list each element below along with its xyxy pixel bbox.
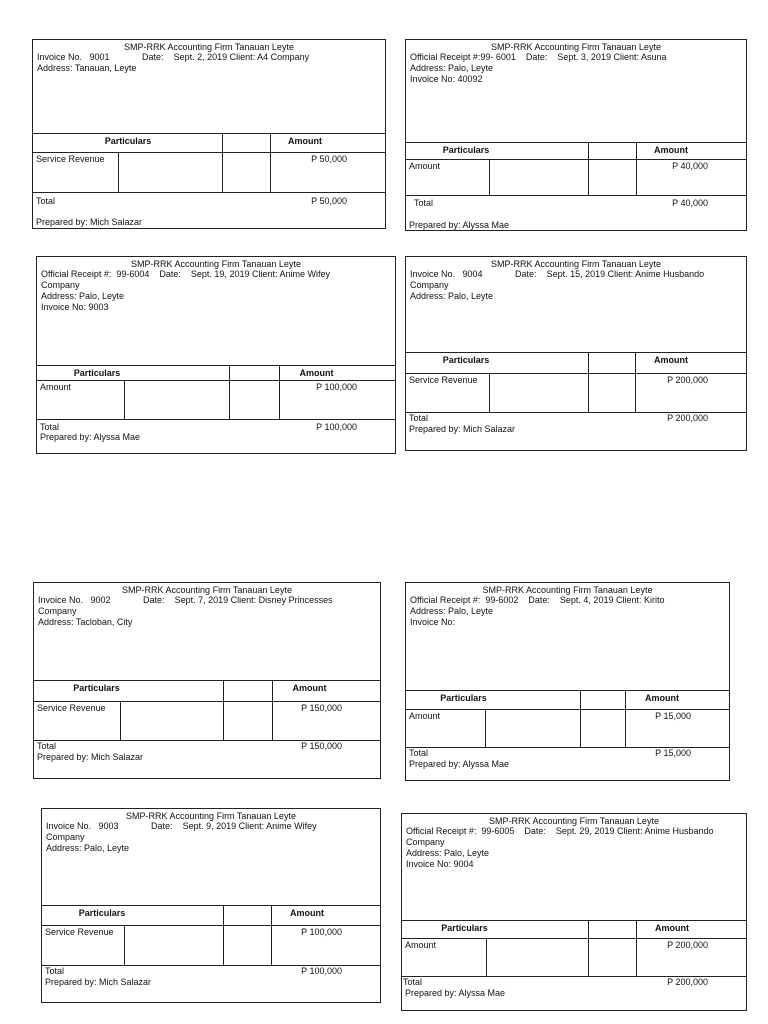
total-label: Total [409, 413, 429, 423]
total-amount: P 150,000 [301, 741, 342, 751]
detail-line: Company [46, 832, 85, 842]
receipt-card [405, 582, 730, 781]
item-label: Amount [409, 161, 441, 171]
table-row [33, 152, 385, 193]
detail-line: Official Receipt #: 99-6005 Date: Sept. 29, 2019 Client: Anime Husbando [406, 826, 714, 836]
total-amount: P 40,000 [672, 198, 708, 208]
table-header [402, 921, 746, 939]
firm-header: SMP-RRK Accounting Firm Tanauan Leyte [489, 816, 659, 826]
total-label: Total [409, 748, 429, 758]
prepared-by: Prepared by: Alyssa Mae [409, 759, 510, 769]
firm-header: SMP-RRK Accounting Firm Tanauan Leyte [124, 42, 294, 52]
detail-line: Official Receipt #: 99-6004 Date: Sept. 19, 2019 Client: Anime Wifey [41, 269, 330, 279]
particulars-header: Particulars [440, 693, 487, 703]
table-row [402, 938, 746, 977]
receipt-card [36, 256, 396, 454]
table-row [406, 709, 729, 748]
prepared-by: Prepared by: Alyssa Mae [409, 220, 510, 230]
detail-line: Official Receipt #: 99-6002 Date: Sept. 4, 2019 Client: Kirito [410, 595, 665, 605]
detail-line: Invoice No. 9004 Date: Sept. 15, 2019 Client: Anime Husbando [410, 269, 705, 279]
receipt-details [406, 826, 742, 870]
amount-header: Amount [645, 693, 679, 703]
particulars-header: Particulars [441, 923, 488, 933]
firm-header: SMP-RRK Accounting Firm Tanauan Leyte [482, 585, 653, 595]
detail-line: Address: Palo, Leyte [406, 848, 490, 858]
particulars-table [33, 133, 385, 230]
receipt-details [410, 269, 742, 302]
table-header [42, 906, 380, 926]
item-amount: P 200,000 [667, 375, 708, 385]
amount-header: Amount [655, 923, 689, 933]
amount-header: Amount [654, 145, 688, 155]
particulars-table [402, 920, 746, 1012]
item-label: Service Revenue [409, 375, 478, 385]
detail-line: Invoice No. 9002 Date: Sept. 7, 2019 Client: Disney Princesses [38, 595, 333, 605]
detail-line: Address: Palo, Leyte [410, 291, 494, 301]
total-label: Total [40, 422, 60, 432]
table-header [406, 353, 746, 374]
total-amount: P 200,000 [667, 413, 708, 423]
table-row [37, 380, 395, 420]
receipt-details [46, 821, 376, 854]
item-label: Service Revenue [45, 927, 114, 937]
particulars-header: Particulars [442, 355, 490, 365]
detail-line: Address: Palo, Leyte [46, 843, 130, 853]
amount-header: Amount [288, 136, 322, 146]
receipt-card [41, 808, 381, 1003]
amount-header: Amount [292, 683, 327, 693]
item-amount: P 100,000 [301, 927, 342, 937]
particulars-table [34, 680, 380, 780]
amount-header: Amount [299, 368, 334, 378]
particulars-header: Particulars [104, 136, 152, 146]
particulars-table [406, 352, 746, 452]
item-amount: P 150,000 [301, 703, 342, 713]
table-row [406, 159, 746, 196]
detail-line: Official Receipt #:99- 6001 Date: Sept. 3, 2019 Client: Asuna [410, 52, 667, 62]
particulars-header: Particulars [73, 683, 120, 693]
item-label: Amount [409, 711, 441, 721]
table-row [406, 373, 746, 413]
particulars-header: Particulars [78, 908, 126, 918]
detail-line: Invoice No: 40092 [410, 74, 483, 84]
total-amount: P 100,000 [316, 422, 357, 432]
total-label: Total [37, 741, 57, 751]
detail-line: Company [410, 280, 449, 290]
particulars-table [37, 365, 395, 455]
total-amount: P 15,000 [655, 748, 691, 758]
table-header [34, 681, 380, 702]
total-amount: P 50,000 [311, 196, 347, 206]
prepared-by: Prepared by: Mich Salazar [37, 752, 144, 762]
detail-line: Invoice No: 9003 [41, 302, 109, 312]
table-header [33, 134, 385, 153]
receipt-card [32, 39, 386, 229]
total-label: Total [414, 198, 434, 208]
prepared-by: Prepared by: Mich Salazar [409, 424, 516, 434]
table-row [34, 701, 380, 741]
detail-line: Address: Tacloban, City [38, 617, 133, 627]
firm-header: SMP-RRK Accounting Firm Tanauan Leyte [122, 585, 292, 595]
prepared-by: Prepared by: Mich Salazar [45, 977, 152, 987]
item-amount: P 40,000 [672, 161, 708, 171]
firm-header: SMP-RRK Accounting Firm Tanauan Leyte [126, 811, 296, 821]
detail-line: Company [41, 280, 80, 290]
item-amount: P 50,000 [311, 154, 347, 164]
detail-line: Invoice No. 9003 Date: Sept. 9, 2019 Client: Anime Wifey [46, 821, 317, 831]
item-label: Service Revenue [36, 154, 105, 164]
detail-line: Invoice No. 9001 Date: Sept. 2, 2019 Client: A4 Company [37, 52, 310, 62]
total-amount: P 200,000 [667, 977, 708, 987]
detail-line: Address: Palo, Leyte [41, 291, 125, 301]
particulars-table [406, 690, 729, 782]
detail-line: Company [38, 606, 77, 616]
prepared-by: Prepared by: Mich Salazar [36, 217, 143, 227]
receipt-details [410, 52, 742, 85]
total-label: Total [36, 196, 56, 206]
receipt-details [41, 269, 391, 313]
prepared-by: Prepared by: Alyssa Mae [405, 988, 506, 998]
receipt-details [37, 52, 381, 74]
item-amount: P 200,000 [667, 940, 708, 950]
total-amount: P 100,000 [301, 966, 342, 976]
receipt-card [405, 39, 747, 231]
particulars-table [42, 905, 380, 1004]
particulars-header: Particulars [73, 368, 121, 378]
firm-header: SMP-RRK Accounting Firm Tanauan Leyte [491, 42, 661, 52]
table-row [42, 925, 380, 966]
firm-header: SMP-RRK Accounting Firm Tanauan Leyte [491, 259, 661, 269]
detail-line: Invoice No: 9004 [406, 859, 474, 869]
detail-line: Address: Palo, Leyte [410, 606, 494, 616]
total-label: Total [45, 966, 65, 976]
detail-line: Address: Tanauan, Leyte [37, 63, 137, 73]
receipt-card [33, 582, 381, 779]
item-label: Amount [40, 382, 72, 392]
particulars-header: Particulars [442, 145, 490, 155]
item-label: Amount [405, 940, 437, 950]
item-amount: P 15,000 [655, 711, 691, 721]
detail-line: Company [406, 837, 445, 847]
prepared-by: Prepared by: Alyssa Mae [40, 432, 141, 442]
receipt-details [38, 595, 376, 628]
particulars-table [406, 142, 746, 232]
amount-header: Amount [654, 355, 688, 365]
table-header [406, 143, 746, 160]
receipt-card [401, 813, 747, 1011]
item-label: Service Revenue [37, 703, 106, 713]
detail-line: Address: Palo, Leyte [410, 63, 494, 73]
receipt-details [410, 595, 725, 628]
amount-header: Amount [290, 908, 324, 918]
table-header [406, 691, 729, 710]
item-amount: P 100,000 [316, 382, 357, 392]
table-header [37, 366, 395, 381]
detail-line: Invoice No: [410, 617, 456, 627]
receipt-card [405, 256, 747, 451]
total-label: Total [403, 977, 423, 987]
firm-header: SMP-RRK Accounting Firm Tanauan Leyte [131, 259, 301, 269]
